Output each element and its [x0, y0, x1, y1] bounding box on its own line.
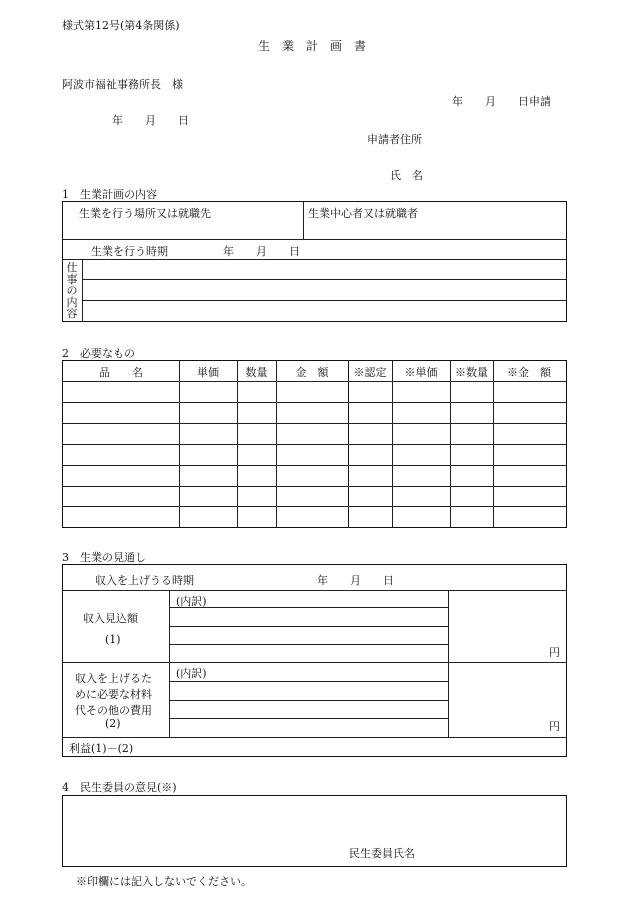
form-number: 様式第12号(第4条関係): [62, 19, 180, 32]
column-header: 数量: [245, 366, 268, 379]
section2-heading: 2 必要なもの: [62, 347, 135, 360]
section4-heading: 4 民生委員の意見(※): [62, 781, 177, 794]
yen-unit: 円: [549, 720, 560, 733]
request-date: 年 月 日申請: [452, 95, 551, 108]
section3-heading: 3 生業の見通し: [62, 551, 146, 564]
column-header: ※認定: [353, 366, 387, 379]
income-estimate-num: (1): [105, 633, 121, 646]
cost-label-line: めに必要な材料: [75, 688, 152, 701]
yen-unit: 円: [549, 646, 560, 659]
income-estimate-label: 収入見込額: [83, 612, 138, 625]
column-header: 金 額: [295, 366, 329, 379]
section1-heading: 1 生業計画の内容: [62, 188, 157, 201]
period-label: 生業を行う時期: [91, 245, 168, 258]
column-header: 品 名: [99, 366, 143, 379]
period-date: 年 月 日: [223, 245, 300, 258]
cost-num: (2): [105, 717, 121, 730]
column-header: ※数量: [455, 366, 488, 379]
document-title: 生 業 計 画 書: [258, 39, 367, 53]
person-label: 生業中心者又は就職者: [308, 207, 418, 220]
column-header: ※単価: [404, 366, 438, 379]
column-header: 単価: [197, 366, 219, 379]
commissioner-opinion-box: [62, 795, 567, 867]
section2-table: [62, 360, 567, 528]
section1-table: [62, 201, 567, 322]
applicant-name-label: 氏 名: [390, 169, 423, 182]
commissioner-name-label: 民生委員氏名: [349, 847, 415, 860]
profit-label: 利益(1)－(2): [69, 742, 134, 755]
applicant-address-label: 申請者住所: [367, 133, 422, 146]
column-header: ※金 額: [507, 366, 551, 379]
place-label: 生業を行う場所又は就職先: [79, 207, 211, 220]
addressee: 阿波市福祉事務所長 様: [62, 78, 183, 91]
work-content-label: 仕事の内容: [66, 261, 78, 320]
footer-note: ※印欄には記入しないでください。: [76, 875, 252, 888]
breakdown-label: (内訳): [176, 667, 207, 680]
cost-label-line: 収入を上げるた: [75, 672, 152, 685]
date-line: 年 月 日: [112, 114, 189, 127]
breakdown-label: (内訳): [176, 595, 207, 608]
income-time-label: 収入を上げうる時期: [95, 574, 194, 587]
section3-table: [62, 564, 567, 757]
cost-label-line: 代その他の費用: [75, 704, 152, 717]
income-time-date: 年 月 日: [317, 574, 394, 587]
